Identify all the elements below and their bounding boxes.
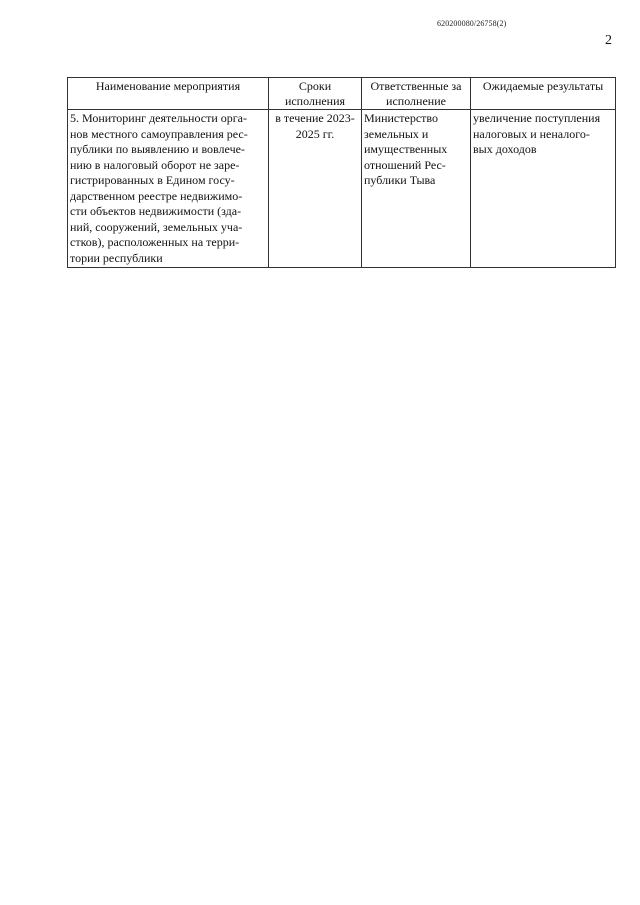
table-header-row — [68, 78, 616, 110]
header-expected-results: Ожидаемые результаты — [471, 78, 616, 110]
cell-event-description: 5. Мониторинг деятельности орга- нов местного самоуправления рес- публики по выявлению и вовлече- нию в налоговый оборот не заре- гистрированных в Едином госу- дарственном реестре недвижимо- сти объектов недвижимости (зда- ний, сооружений, земельных уча- стков), расположенных на терри- тории республики — [68, 110, 269, 268]
cell-deadline: в течение 2023- 2025 гг. — [269, 110, 362, 268]
page-number: 2 — [605, 33, 612, 48]
cell-expected-result: увеличение поступления налоговых и неналого- вых доходов — [471, 110, 616, 268]
table-row — [68, 110, 616, 268]
cell-responsible: Министерство земельных и имущественных отношений Рес- публики Тыва — [362, 110, 471, 268]
header-responsible: Ответственные за исполнение — [362, 78, 471, 110]
document-registration-number: 620200080/26758(2) — [437, 19, 507, 28]
header-event-name: Наименование мероприятия — [68, 78, 269, 110]
header-deadline: Сроки исполнения — [269, 78, 362, 110]
plan-table — [67, 77, 616, 268]
